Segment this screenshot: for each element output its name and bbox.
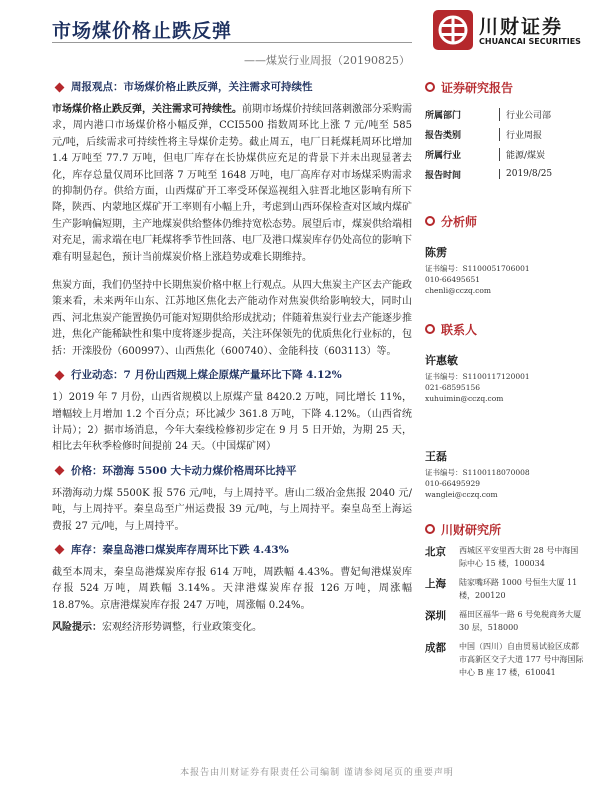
info-row-date bbox=[425, 164, 585, 184]
title-divider bbox=[52, 42, 412, 43]
section-dynamics bbox=[52, 366, 412, 384]
logo-name-cn: 川财证券 bbox=[479, 16, 564, 38]
office-chengdu bbox=[425, 640, 585, 679]
contact-heading-text: 联系人 bbox=[441, 322, 478, 337]
contact-icon bbox=[425, 324, 435, 334]
section-stock bbox=[52, 541, 412, 559]
contact-heading bbox=[425, 320, 585, 338]
viewpoint-paragraph bbox=[52, 102, 412, 266]
diamond-bullet-icon bbox=[55, 545, 65, 555]
contact-card bbox=[425, 448, 585, 500]
page-title: 市场煤价格止跌反弹 bbox=[52, 20, 233, 42]
diamond-bullet-icon bbox=[55, 82, 65, 92]
info-label: 报告类别 bbox=[425, 130, 462, 141]
contact-cert: 证书编号：S1100118070008 bbox=[425, 468, 530, 477]
info-row-category bbox=[425, 124, 585, 144]
main-content bbox=[52, 78, 412, 637]
contact-phone: 021-68595156 bbox=[425, 383, 481, 392]
office-beijing bbox=[425, 544, 585, 570]
risk-label: 风险提示： bbox=[52, 622, 102, 634]
office-address: 西城区平安里西大街 28 号中海国际中心 15 楼，100034 bbox=[459, 546, 579, 568]
contact-email[interactable]: xuhuimin@cczq.com bbox=[425, 394, 504, 403]
info-label: 所属部门 bbox=[425, 110, 462, 121]
section-stock-title: 库存：秦皇岛港口煤炭库存周环比下跌 4.43% bbox=[71, 543, 289, 556]
section-price-title: 价格：环渤海 5500 大卡动力煤价格周环比持平 bbox=[71, 464, 297, 477]
office-shenzhen bbox=[425, 608, 585, 634]
info-value: 行业周报 bbox=[499, 128, 542, 141]
info-row-industry bbox=[425, 144, 585, 164]
chuancai-logo-icon bbox=[433, 10, 473, 50]
info-label: 所属行业 bbox=[425, 150, 462, 161]
office-address: 中国（四川）自由贸易试验区成都市高新区交子大道 177 号中海国际中心 B 座 17 楼，610041 bbox=[459, 642, 584, 677]
contact-card bbox=[425, 352, 585, 404]
report-heading-text: 证券研究报告 bbox=[441, 80, 514, 95]
analyst-heading bbox=[425, 212, 585, 230]
diamond-bullet-icon bbox=[55, 370, 65, 380]
analyst-email[interactable]: chenli@cczq.com bbox=[425, 286, 491, 295]
viewpoint-body: 前期市场煤价持续回落刺激部分采购需求，周内港口市场煤价格小幅反弹，CCI5500 指数周环比上涨 7 元/吨至 585 元/吨，后续需求可持续性将主导煤价走势。截止周五，电厂日耗煤耗周环比增加 1.4 万吨至 77.7 万吨，但电厂库存在长协煤供应充足的背景下并未出现显著去化，库存总量仅周环比回落 7 万吨至 1648 万吨，电厂高库存对市场煤采购需求的抑制仍存。供给方面，山西煤矿开工率受环保巡视组入驻晋北地区影响有所下降，陕西、内蒙地区煤矿开工率则有小幅上升，考虑到山西环保检查对区域内煤矿生产影响偏短期，主产地煤炭供给整体仍维持宽松态势。展望后市，煤炭供给端相对充足，需求端在电厂耗煤将季节性回落、电厂及港口煤炭库存仍处高位的影响下难有明显起色，预计当前煤炭价格上涨趋势或难长期维持。 bbox=[52, 104, 412, 263]
analyst-name: 陈雳 bbox=[425, 246, 447, 259]
viewpoint-lead: 市场煤价格止跌反弹，关注需求可持续性。 bbox=[52, 104, 242, 115]
contact-cert: 证书编号：S1100117120001 bbox=[425, 372, 530, 381]
contact-name: 许惠敏 bbox=[425, 354, 458, 367]
office-city: 北京 bbox=[425, 546, 446, 558]
diamond-bullet-icon bbox=[55, 466, 65, 476]
institute-heading bbox=[425, 520, 585, 538]
info-row-department bbox=[425, 104, 585, 124]
contact-email[interactable]: wanglei@cczq.com bbox=[425, 490, 498, 499]
office-shanghai bbox=[425, 576, 585, 602]
analyst-heading-text: 分析师 bbox=[441, 214, 478, 229]
contact-phone: 010-66495929 bbox=[425, 479, 481, 488]
stock-paragraph: 截至本周末，秦皇岛港煤炭库存报 614 万吨，周跌幅 4.43%。曹妃甸港煤炭库存报 524 万吨，周跌幅 3.14%。天津港煤炭库存报 126 万吨，周涨幅 18.87%。京唐港煤炭库存报 247 万吨，周涨幅 0.24%。 bbox=[52, 566, 412, 611]
info-value: 能源/煤炭 bbox=[499, 148, 545, 161]
section-viewpoint-title: 周报观点：市场煤价格止跌反弹，关注需求可持续性 bbox=[71, 80, 313, 93]
analyst-cert: 证书编号：S1100051706001 bbox=[425, 264, 530, 273]
analyst-phone: 010-66495651 bbox=[425, 275, 481, 284]
institute-icon bbox=[425, 524, 435, 534]
report-icon bbox=[425, 82, 435, 92]
info-value: 2019/8/25 bbox=[499, 169, 552, 179]
office-address: 陆家嘴环路 1000 号恒生大厦 11 楼，200120 bbox=[459, 578, 578, 600]
coke-paragraph: 焦炭方面，我们仍坚持中长期焦炭价格中枢上行观点。从四大焦炭主产区去产能政策来看，未来两年山东、江苏地区焦化去产能动作对焦炭供给影响较大，同时山西、河北焦炭产能置换仍可能对短期供给形成扰动；伴随着焦炭行业去产能逐步推进，焦化产能稀缺性和集中度将逐步提高，关注环保领先的优质焦化行业标的，包括：开滦股份（600997）、山西焦化（600740）、金能科技（603113）等。 bbox=[52, 280, 412, 357]
info-value: 行业公司部 bbox=[499, 108, 551, 121]
contact-name: 王磊 bbox=[425, 450, 447, 463]
report-subtitle: ——煤炭行业周报（20190825） bbox=[244, 54, 410, 67]
office-city: 上海 bbox=[425, 578, 446, 590]
section-price bbox=[52, 462, 412, 480]
dynamics-paragraph: 1）2019 年 7 月份，山西省规模以上原煤产量 8420.2 万吨，同比增长 11%，增幅较上月增加 1.2 个百分点；环比减少 361.8 万吨，下降 4.12%。（山西省统计局）；2）据市场消息，今年大秦线检修初步定在 9 月 5 日开始，为期 25 天，相比去年秋季检修时间提前 24 天。（中国煤矿网） bbox=[52, 392, 412, 453]
analyst-card bbox=[425, 244, 585, 296]
report-heading bbox=[425, 78, 585, 96]
office-city: 深圳 bbox=[425, 610, 446, 622]
section-viewpoint bbox=[52, 78, 412, 96]
office-city: 成都 bbox=[425, 642, 446, 654]
company-logo bbox=[433, 10, 583, 50]
page-footer: 本报告由川财证券有限责任公司编制 谨请参阅尾页的重要声明 bbox=[180, 768, 454, 778]
price-paragraph: 环渤海动力煤 5500K 报 576 元/吨，与上周持平。唐山二级冶金焦报 2040 元/吨，与上周持平。秦皇岛至广州运费报 39 元/吨，与上周持平。秦皇岛至上海运费报 27 元/吨，与上周持平。 bbox=[52, 487, 412, 532]
info-label: 报告时间 bbox=[425, 170, 462, 181]
section-dynamics-title: 行业动态：7 月份山西规上煤企原煤产量环比下降 4.12% bbox=[71, 368, 342, 381]
sidebar bbox=[425, 78, 585, 679]
analyst-icon bbox=[425, 216, 435, 226]
institute-heading-text: 川财研究所 bbox=[441, 522, 502, 537]
risk-text: 宏观经济形势调整，行业政策变化。 bbox=[102, 622, 262, 634]
risk-paragraph bbox=[52, 620, 412, 636]
logo-name-en: CHUANCAI SECURITIES bbox=[479, 37, 581, 46]
office-address: 福田区福华一路 6 号免税商务大厦 30 层，518000 bbox=[459, 610, 582, 632]
